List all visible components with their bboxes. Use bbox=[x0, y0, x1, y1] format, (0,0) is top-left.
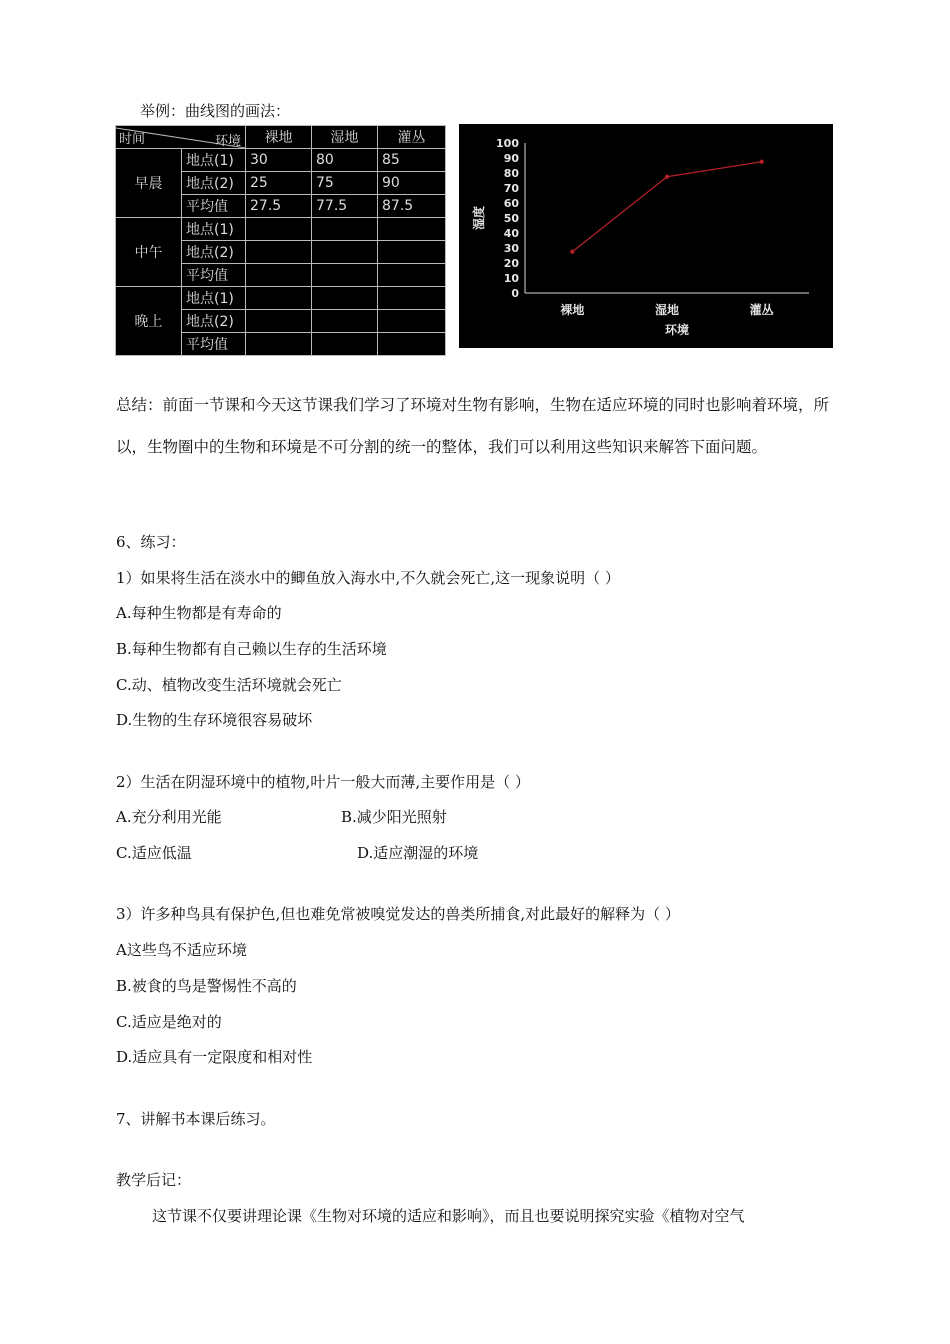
table-row bbox=[116, 149, 446, 172]
table-corner-cell bbox=[116, 126, 246, 149]
question-2-option-b: B.减少阳光照射 bbox=[341, 808, 447, 826]
item-7: 7、讲解书本课后练习。 bbox=[116, 1110, 276, 1128]
question-3-option-d: D.适应具有一定限度和相对性 bbox=[116, 1048, 313, 1066]
group-label: 早晨 bbox=[116, 149, 182, 218]
question-2-option-c: C.适应低温 bbox=[116, 844, 192, 862]
y-tick-label: 30 bbox=[503, 242, 519, 255]
row-label: 平均值 bbox=[182, 195, 246, 218]
example-label: 举例：曲线图的画法： bbox=[140, 102, 291, 120]
table-cell bbox=[312, 310, 378, 333]
table-cell bbox=[246, 264, 312, 287]
question-2-stem: 2）生活在阴湿环境中的植物,叶片一般大而薄,主要作用是（ ） bbox=[116, 773, 530, 791]
y-tick-label: 90 bbox=[503, 152, 519, 165]
row-label: 地点(1) bbox=[182, 149, 246, 172]
question-1-option-b: B.每种生物都有自己赖以生存的生活环境 bbox=[116, 640, 387, 658]
table-cell bbox=[246, 218, 312, 241]
table-cell bbox=[246, 287, 312, 310]
y-tick-label: 20 bbox=[503, 257, 519, 270]
question-3-option-a: A这些鸟不适应环境 bbox=[116, 941, 247, 959]
chart-canvas bbox=[459, 124, 833, 348]
exercise-heading: 6、练习： bbox=[116, 533, 186, 551]
postscript-text: 这节课不仅要讲理论课《生物对环境的适应和影响》，而且也要说明探究实验《植物对空气 bbox=[152, 1207, 745, 1225]
table-cell: 87.5 bbox=[378, 195, 446, 218]
postscript-heading: 教学后记： bbox=[116, 1171, 192, 1189]
humidity-line-chart bbox=[459, 124, 833, 348]
column-header: 灌丛 bbox=[378, 126, 446, 149]
table-cell: 77.5 bbox=[312, 195, 378, 218]
table-cell bbox=[246, 310, 312, 333]
table-cell bbox=[312, 333, 378, 356]
row-label: 地点(2) bbox=[182, 172, 246, 195]
corner-time-label: 时间 bbox=[119, 132, 146, 147]
table-cell: 27.5 bbox=[246, 195, 312, 218]
data-point bbox=[665, 175, 669, 179]
table-header-row bbox=[116, 126, 446, 149]
x-tick-label: 裸地 bbox=[560, 303, 585, 317]
y-tick-label: 0 bbox=[511, 287, 519, 300]
y-tick-label: 40 bbox=[503, 227, 519, 240]
y-tick-label: 80 bbox=[503, 167, 519, 180]
table-cell: 80 bbox=[312, 149, 378, 172]
question-1-option-d: D.生物的生存环境很容易破坏 bbox=[116, 711, 313, 729]
table-cell: 25 bbox=[246, 172, 312, 195]
row-label: 地点(2) bbox=[182, 310, 246, 333]
row-label: 地点(2) bbox=[182, 241, 246, 264]
group-label: 中午 bbox=[116, 218, 182, 287]
column-header: 裸地 bbox=[246, 126, 312, 149]
row-label: 平均值 bbox=[182, 264, 246, 287]
table-cell bbox=[378, 333, 446, 356]
row-label: 地点(1) bbox=[182, 287, 246, 310]
table-cell bbox=[378, 264, 446, 287]
y-tick-label: 10 bbox=[503, 272, 519, 285]
row-label: 地点(1) bbox=[182, 218, 246, 241]
table-cell: 75 bbox=[312, 172, 378, 195]
y-tick-label: 60 bbox=[503, 197, 519, 210]
x-axis-label: 环境 bbox=[664, 323, 690, 337]
table-row bbox=[116, 218, 446, 241]
question-3-option-c: C.适应是绝对的 bbox=[116, 1013, 222, 1031]
question-1-option-a: A.每种生物都是有寿命的 bbox=[116, 604, 282, 622]
group-label: 晚上 bbox=[116, 287, 182, 356]
table-cell: 30 bbox=[246, 149, 312, 172]
data-point bbox=[570, 250, 574, 254]
y-axis-label: 湿度 bbox=[472, 205, 486, 231]
data-point bbox=[759, 160, 763, 164]
question-2-option-a: A.充分利用光能 bbox=[116, 808, 222, 826]
table-cell bbox=[312, 218, 378, 241]
table-cell bbox=[378, 310, 446, 333]
y-tick-label: 70 bbox=[503, 182, 519, 195]
question-3-stem: 3）许多种鸟具有保护色,但也难免常被嗅觉发达的兽类所捕食,对此最好的解释为（ ） bbox=[116, 905, 680, 923]
humidity-data-table bbox=[115, 125, 446, 356]
row-label: 平均值 bbox=[182, 333, 246, 356]
summary-paragraph: 总结：前面一节课和今天这节课我们学习了环境对生物有影响，生物在适应环境的同时也影响着环境，所以，生物圈中的生物和环境是不可分割的统一的整体，我们可以利用这些知识来解答下面问题。 bbox=[116, 396, 830, 456]
question-1-stem: 1）如果将生活在淡水中的鲫鱼放入海水中,不久就会死亡,这一现象说明（ ） bbox=[116, 569, 620, 587]
table-cell: 85 bbox=[378, 149, 446, 172]
question-3-option-b: B.被食的鸟是警惕性不高的 bbox=[116, 977, 297, 995]
column-header: 湿地 bbox=[312, 126, 378, 149]
x-tick-label: 湿地 bbox=[654, 303, 680, 317]
table-cell bbox=[378, 218, 446, 241]
y-tick-label: 50 bbox=[503, 212, 519, 225]
table-cell bbox=[378, 241, 446, 264]
table-cell bbox=[312, 264, 378, 287]
question-1-option-c: C.动、植物改变生活环境就会死亡 bbox=[116, 676, 342, 694]
table-row bbox=[116, 287, 446, 310]
table-cell bbox=[246, 241, 312, 264]
corner-env-label: 环境 bbox=[214, 134, 241, 149]
table-cell bbox=[312, 287, 378, 310]
table-cell bbox=[246, 333, 312, 356]
question-2-option-d: D.适应潮湿的环境 bbox=[357, 844, 479, 862]
x-tick-label: 灌丛 bbox=[749, 303, 774, 317]
y-tick-label: 100 bbox=[496, 137, 519, 150]
table-cell bbox=[378, 287, 446, 310]
table-cell: 90 bbox=[378, 172, 446, 195]
table-cell bbox=[312, 241, 378, 264]
